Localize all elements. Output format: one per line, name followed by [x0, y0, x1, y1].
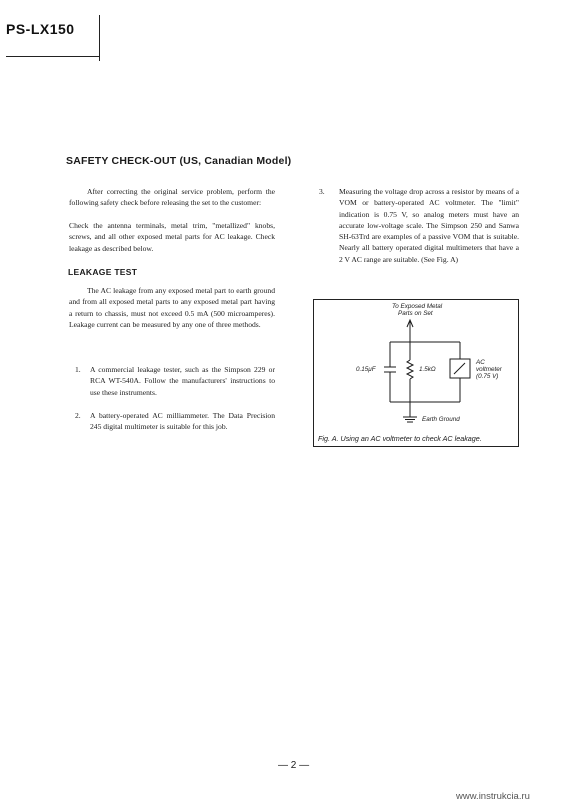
leakage-paragraph: The AC leakage from any exposed metal part to earth ground and from all exposed metal parts to any exposed metal part having a return to chassis, must not exceed 0.5 mA (500 microamperes). Leakage current can be measured by any one of three methods. [69, 286, 275, 329]
leakage-test-heading: LEAKAGE TEST [68, 267, 138, 277]
page-number: — 2 — [278, 760, 310, 771]
header-rule-horizontal [6, 56, 100, 57]
label-meter-ac: AC [476, 359, 485, 366]
label-resistor-value: 1.5kΩ [419, 366, 436, 373]
intro-paragraph-1: After correcting the original service problem, perform the following safety check before releasing the set to the customer: [69, 187, 275, 208]
label-capacitor-value: 0.15μF [356, 366, 376, 373]
list-item-3-number: 3. [319, 187, 325, 196]
list-item-3: Measuring the voltage drop across a resistor by means of a VOM or battery-operated AC voltmeter. The "limit" indication is 0.75 V, so analog meters must have an accurate low-voltage scale. The Simpson 250 and Sanwa SH-63Trd are examples of a passive VOM that is suitable. Nearly all battery operated digital multimeters that have a 2 V AC range are suitable. (See Fig. A) [339, 187, 519, 264]
list-item-1: A commercial leakage tester, such as the Simpson 229 or RCA WT-540A. Follow the manufacturers' instructions to use these instruments. [90, 365, 275, 397]
list-item-1-number: 1. [75, 365, 81, 374]
label-meter-range: (0.75 V) [476, 373, 499, 380]
header-rule-vertical [99, 15, 100, 61]
page-title: SAFETY CHECK-OUT (US, Canadian Model) [66, 155, 292, 167]
list-item-2: A battery-operated AC milliammeter. The Data Precision 245 digital multimeter is suitable for this job. [90, 411, 275, 432]
label-meter-voltmeter: voltmeter [476, 366, 502, 373]
label-earth-ground: Earth Ground [422, 416, 460, 423]
list-item-2-number: 2. [75, 411, 81, 420]
watermark: www.instrukcia.ru [456, 791, 530, 802]
intro-paragraph-2: Check the antenna terminals, metal trim, "metallized" knobs, screws, and all other exposed metal parts for AC leakage. Check leakage as described below. [69, 221, 275, 253]
figure-a [313, 299, 519, 447]
label-parts-on-set: Parts on Set [398, 310, 433, 317]
model-number: PS-LX150 [6, 21, 75, 37]
label-exposed-metal: To Exposed Metal [392, 303, 443, 310]
figure-caption: Fig. A. Using an AC voltmeter to check AC leakage. [318, 434, 482, 443]
